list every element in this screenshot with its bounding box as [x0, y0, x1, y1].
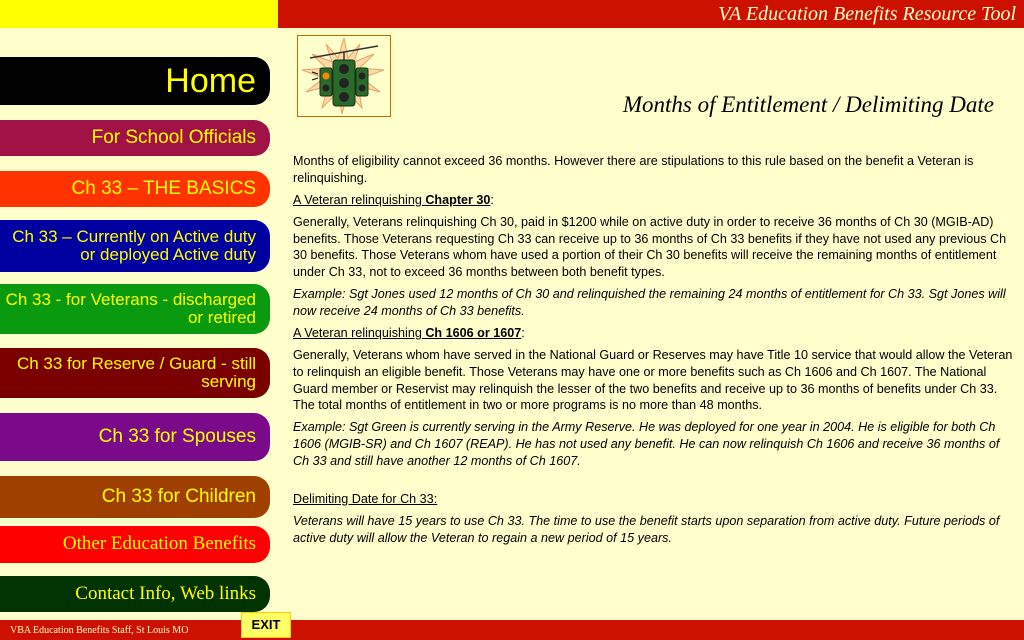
nav-ch33-children-button[interactable]: Ch 33 for Children [0, 476, 270, 518]
nav-ch33-active-duty-button[interactable]: Ch 33 – Currently on Active duty or deployed Active duty [0, 220, 270, 272]
delimiting-heading: Delimiting Date for Ch 33: [293, 491, 438, 506]
ch1606-heading-prefix: A Veteran relinquishing [293, 325, 426, 340]
nav-school-officials-button[interactable]: For School Officials [0, 120, 270, 156]
ch1606-body: Generally, Veterans whom have served in the National Guard or Reserves may have Title 10 service that would allow the Veteran to relinquish an eligible benefit. Those Veterans may have one or more benefits such as Ch 1606 and Ch 1607. The National Guard member or Reservist may relinquish the lesser of the two benefits and receive up to 36 months of benefits under Ch 33. The total months of entitlement in two or more programs is no more than 48 months. [293, 347, 1013, 413]
nav-ch33-veterans-button[interactable]: Ch 33 - for Veterans - discharged or retired [0, 284, 270, 334]
ch30-heading-suffix: : [490, 192, 494, 207]
intro-paragraph: Months of eligibility cannot exceed 36 months. However there are stipulations to this rule based on the benefit a Veteran is relinquishing. [293, 154, 974, 185]
app-title: VA Education Benefits Resource Tool [718, 3, 1016, 25]
ch1606-heading [293, 325, 1015, 342]
page-title: Months of Entitlement / Delimiting Date [622, 92, 994, 117]
ch1606-heading-bold: Ch 1606 or 1607 [425, 325, 522, 340]
exit-button[interactable]: EXIT [241, 612, 291, 638]
spacer [293, 475, 1015, 491]
delimiting-body: Veterans will have 15 years to use Ch 33. The time to use the benefit starts upon separation from active duty. Future periods of active duty will allow the Veteran to regain a new period of 15 years. [293, 513, 1000, 545]
ch30-heading-bold: Chapter 30 [425, 192, 491, 207]
nav-ch33-reserve-guard-button[interactable]: Ch 33 for Reserve / Guard - still serving [0, 348, 270, 398]
nav-other-benefits-button[interactable]: Other Education Benefits [0, 526, 270, 563]
ch30-heading-prefix: A Veteran relinquishing [293, 192, 426, 207]
ch30-example: Example: Sgt Jones used 12 months of Ch 30 and relinquished the remaining 24 months of entitlement for Ch 33. Sgt Jones will now receive 24 months of Ch 33 benefits. [293, 287, 1006, 318]
ch1606-example: Example: Sgt Green is currently serving in the Army Reserve. He was deployed for one year in 2004. He is eligible for both Ch 1606 (MGIB-SR) and Ch 1607 (REAP). He has not used any benefit. He can now relinquish Ch 1606 and receive 36 months of Ch 33 and still have another 12 months of Ch 1607. [293, 420, 1000, 468]
traffic-light-icon [297, 35, 391, 117]
nav-ch33-basics-button[interactable]: Ch 33 – THE BASICS [0, 171, 270, 207]
header-yellow-bar [0, 0, 278, 28]
footer-credit: VBA Education Benefits Staff, St Louis MO [10, 625, 189, 636]
nav-ch33-spouses-button[interactable]: Ch 33 for Spouses [0, 413, 270, 461]
nav-home-button[interactable]: Home [0, 57, 270, 105]
nav-contact-info-button[interactable]: Contact Info, Web links [0, 576, 270, 612]
ch30-heading [293, 192, 1015, 209]
content-body [293, 153, 1015, 552]
ch30-body: Generally, Veterans relinquishing Ch 30, paid in $1200 while on active duty in order to receive 36 months of Ch 30 (MGIB-AD) benefits. Those Veterans requesting Ch 33 can receive up to 36 months of Ch 33 benefits if they have not used any previous Ch 30 benefits. Those Veterans whom have used a portion of their Ch 30 benefits will receive the remaining months of entitlement under Ch 33, not to exceed 36 months between both benefit types. [293, 214, 1007, 280]
ch1606-heading-suffix: : [521, 325, 525, 340]
